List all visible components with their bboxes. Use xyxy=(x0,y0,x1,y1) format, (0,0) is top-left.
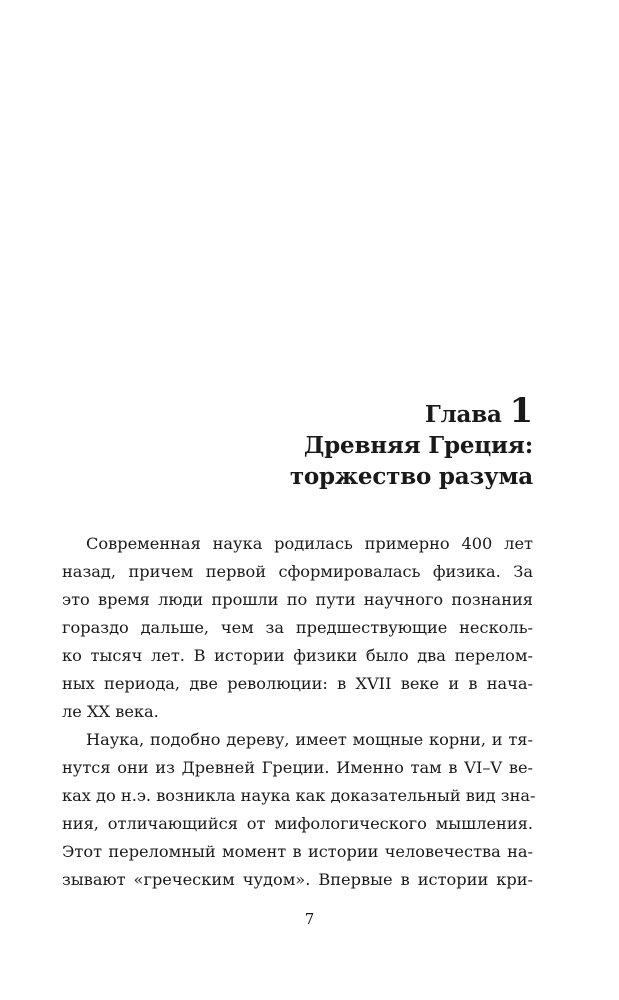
body-text xyxy=(62,530,536,894)
text-line: Современная наука родилась примерно 400 лет xyxy=(86,534,533,553)
chapter-label: Глава xyxy=(424,401,502,428)
text-line: нутся они из Древней Греции. Именно там в VI–V ве- xyxy=(62,758,533,777)
text-line: ках до н.э. возникла наука как доказательный вид зна- xyxy=(62,786,536,805)
text-line: Этот переломный момент в истории человечества на- xyxy=(62,842,533,861)
chapter-number: 1 xyxy=(509,391,533,431)
text-line: это время люди прошли по пути научного познания xyxy=(62,590,533,609)
chapter-title-line-1: Древняя Греция: xyxy=(303,432,533,459)
text-line: ния, отличающийся от мифологического мышления. xyxy=(62,814,533,833)
text-line: ле XX века. xyxy=(62,702,159,721)
chapter-heading xyxy=(289,391,533,492)
text-line: гораздо дальше, чем за предшествующие несколь- xyxy=(62,618,533,637)
text-line: Наука, подобно дереву, имеет мощные корни, и тя- xyxy=(86,730,533,749)
text-line: назад, причем первой сформировалась физика. За xyxy=(62,562,533,581)
text-line: ко тысяч лет. В истории физики было два перелом- xyxy=(62,646,533,665)
page-number: 7 xyxy=(304,910,315,928)
text-line: зывают «греческим чудом». Впервые в истории кри- xyxy=(62,870,533,889)
text-line: ных периода, две революции: в XVII веке и в нача- xyxy=(62,674,533,693)
chapter-label-line xyxy=(290,391,533,431)
chapter-title-line-2: торжество разума xyxy=(289,463,533,490)
